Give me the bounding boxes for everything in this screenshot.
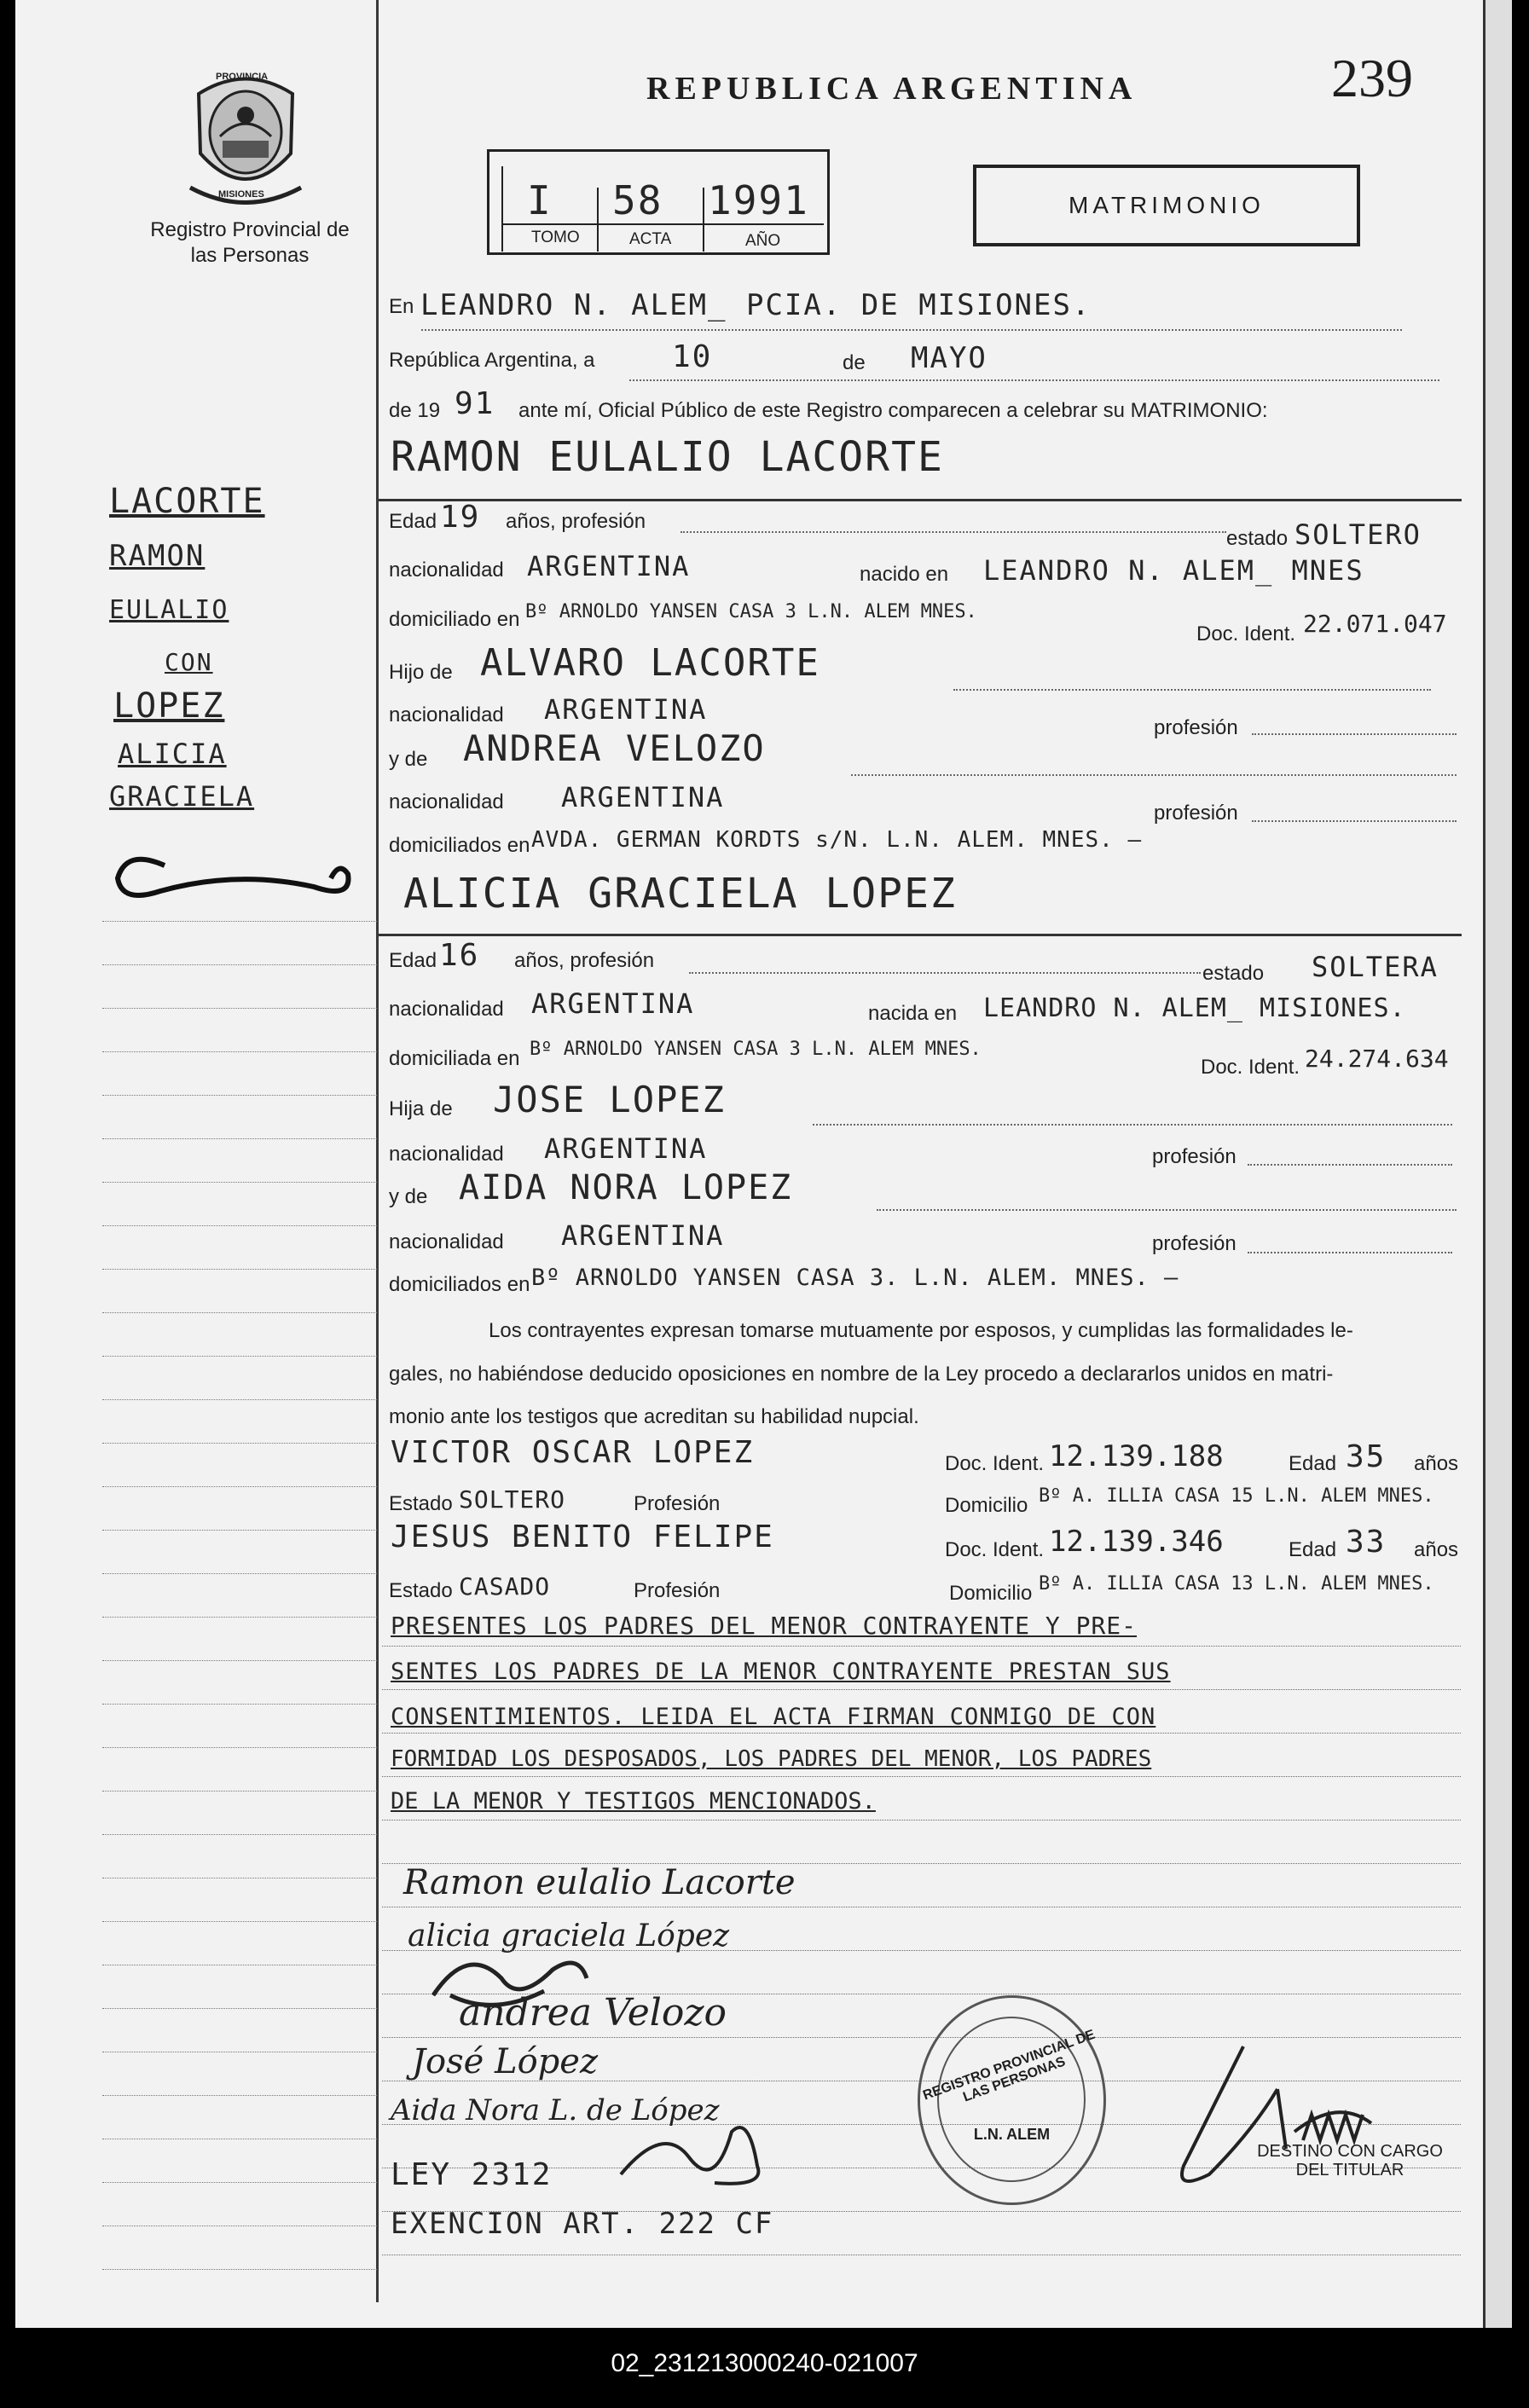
note-line: FORMIDAD LOS DESPOSADOS, LOS PADRES DEL MENOR, LOS PADRES xyxy=(391,1746,1152,1772)
bride-address: Bº ARNOLDO YANSEN CASA 3 L.N. ALEM MNES. xyxy=(530,1039,982,1060)
margin-rule xyxy=(102,1747,377,1748)
margin-rule xyxy=(102,2095,377,2096)
margin-rule xyxy=(102,1182,377,1183)
groom-y-de-label: y de xyxy=(389,748,428,771)
bride-mother-prof-label: profesión xyxy=(1152,1232,1237,1255)
acta-label: ACTA xyxy=(629,230,672,248)
page-number: 239 xyxy=(1331,48,1413,108)
margin-rule xyxy=(102,1530,377,1531)
margin-rule xyxy=(102,1921,377,1922)
groom-doc: 22.071.047 xyxy=(1303,610,1447,638)
margin-rule xyxy=(102,1008,377,1009)
groom-age: 19 xyxy=(440,500,481,535)
hijo-label: Hijo de xyxy=(389,661,453,684)
bride-estado-label: estado xyxy=(1202,962,1265,985)
bride-mother: AIDA NORA LOPEZ xyxy=(459,1168,793,1207)
record-box-sep xyxy=(501,223,824,225)
witness2-domicilio: Bº A. ILLIA CASA 13 L.N. ALEM MNES. xyxy=(1039,1573,1434,1595)
declaration-line: Los contrayentes expresan tomarse mutuamente por esposos, y cumplidas las formalidades le- xyxy=(489,1319,1353,1342)
de19-label: de 19 xyxy=(389,399,441,422)
signature-scribble-icon xyxy=(612,2106,783,2200)
register-page xyxy=(15,0,1512,2328)
groom-father-nac-label: nacionalidad xyxy=(389,703,504,726)
bride-birthplace: LEANDRO N. ALEM_ MISIONES. xyxy=(983,993,1406,1023)
dotted-line xyxy=(851,774,1457,776)
groom-nacionalidad: ARGENTINA xyxy=(527,550,691,582)
country-title: REPUBLICA ARGENTINA xyxy=(646,71,1138,107)
dotted-line xyxy=(1252,820,1457,822)
witness1-doc-label: Doc. Ident. xyxy=(945,1452,1045,1475)
witness2-estado-label: Estado xyxy=(389,1579,453,1602)
bride-nacionalidad-label: nacionalidad xyxy=(389,998,504,1021)
bride-edad-label: Edad xyxy=(389,949,437,972)
note-line: CONSENTIMIENTOS. LEIDA EL ACTA FIRMAN CONMIGO DE CON xyxy=(391,1704,1156,1730)
witness1-edad-label: Edad xyxy=(1289,1452,1337,1475)
witness2-estado: CASADO xyxy=(459,1572,551,1601)
bride-nacida-label: nacida en xyxy=(868,1002,958,1025)
signature: alicia graciela López xyxy=(408,1919,730,1954)
margin-rule xyxy=(102,1617,377,1618)
section-rule xyxy=(379,934,1462,936)
section-rule xyxy=(379,499,1462,501)
witness2-doc-label: Doc. Ident. xyxy=(945,1538,1045,1561)
witness1-age: 35 xyxy=(1346,1439,1387,1474)
footnote: LEY 2312 xyxy=(391,2157,553,2192)
margin-name: LOPEZ xyxy=(113,686,225,726)
dotted-line xyxy=(813,1124,1452,1126)
dotted-line xyxy=(1252,733,1457,735)
margin-rule xyxy=(102,1095,377,1096)
groom-name: RAMON EULALIO LACORTE xyxy=(391,433,944,481)
signature: José López xyxy=(412,2042,599,2081)
body-rule xyxy=(382,1646,1461,1647)
bride-profesion-label: años, profesión xyxy=(514,949,655,972)
official-text: DESTINO CON CARGO DEL TITULAR xyxy=(1257,2142,1443,2179)
margin-rule xyxy=(102,1399,377,1400)
note-line: SENTES LOS PADRES DE LA MENOR CONTRAYENTE PRESTAN SUS xyxy=(391,1658,1171,1685)
margin-rule xyxy=(102,2008,377,2009)
groom-father-prof-label: profesión xyxy=(1154,716,1238,739)
footer-code: 02_231213000240-021007 xyxy=(611,2349,918,2377)
month-value: MAYO xyxy=(911,341,987,375)
bride-y-de-label: y de xyxy=(389,1185,428,1208)
margin-rule xyxy=(102,1486,377,1487)
groom-parents-address: AVDA. GERMAN KORDTS s/N. L.N. ALEM. MNES. — xyxy=(531,827,1143,853)
seal-text-top: PROVINCIA xyxy=(216,72,269,82)
body-rule xyxy=(382,1776,1461,1777)
dotted-line xyxy=(1248,1164,1452,1166)
groom-mother: ANDREA VELOZO xyxy=(463,727,766,769)
statement-text: ante mí, Oficial Público de este Registro comparecen a celebrar su MATRIMONIO: xyxy=(518,399,1268,422)
note-line: DE LA MENOR Y TESTIGOS MENCIONADOS. xyxy=(391,1788,876,1815)
margin-rule xyxy=(102,1573,377,1574)
bride-domiciliada-label: domiciliada en xyxy=(389,1047,520,1070)
bride-mother-nac-label: nacionalidad xyxy=(389,1230,504,1253)
tomo-label: TOMO xyxy=(531,229,580,246)
stamp-text: REGISTRO PROVINCIAL DE LAS PERSONAS xyxy=(921,2027,1098,2105)
witness1-estado-label: Estado xyxy=(389,1492,453,1515)
de-label: de xyxy=(843,351,866,374)
registry-name: Registro Provincial de las Personas xyxy=(150,218,350,267)
margin-name: CON xyxy=(165,648,213,676)
bride-father: JOSE LOPEZ xyxy=(493,1079,726,1120)
bride-father-nac: ARGENTINA xyxy=(544,1132,708,1165)
margin-rule xyxy=(102,1138,377,1139)
dotted-line xyxy=(689,972,1201,974)
republica-label: República Argentina, a xyxy=(389,349,595,372)
margin-rule xyxy=(102,1312,377,1313)
witness1-domicilio-label: Domicilio xyxy=(945,1494,1028,1517)
margin-name: RAMON xyxy=(109,539,206,573)
dotted-line xyxy=(1248,1252,1452,1253)
bride-parents-dom-label: domiciliados en xyxy=(389,1273,530,1296)
acta-value: 58 xyxy=(612,177,663,223)
body-rule xyxy=(382,1733,1461,1734)
bride-mother-nac: ARGENTINA xyxy=(561,1219,725,1252)
declaration-line: monio ante los testigos que acreditan su habilidad nupcial. xyxy=(389,1405,919,1428)
groom-parents-dom-label: domiciliados en xyxy=(389,834,530,857)
margin-rule xyxy=(102,1225,377,1226)
note-line: PRESENTES LOS PADRES DEL MENOR CONTRAYENTE Y PRE- xyxy=(391,1612,1138,1640)
en-label: En xyxy=(389,295,414,318)
page-edge xyxy=(1486,0,1512,2328)
margin-rule xyxy=(102,1269,377,1270)
bride-parents-address: Bº ARNOLDO YANSEN CASA 3. L.N. ALEM. MNES. — xyxy=(531,1265,1179,1291)
witness2-domicilio-label: Domicilio xyxy=(949,1582,1033,1605)
margin-name: GRACIELA xyxy=(109,780,255,813)
record-box-col xyxy=(597,188,599,252)
witness1-doc: 12.139.188 xyxy=(1049,1439,1224,1473)
record-box-col xyxy=(703,188,704,252)
bride-father-nac-label: nacionalidad xyxy=(389,1143,504,1166)
groom-mother-nac-label: nacionalidad xyxy=(389,790,504,813)
witness2-age: 33 xyxy=(1346,1525,1387,1560)
witness1-anios-label: años xyxy=(1414,1452,1459,1475)
groom-birthplace: LEANDRO N. ALEM_ MNES xyxy=(983,554,1364,587)
body-rule xyxy=(382,1689,1461,1690)
margin-rule xyxy=(102,1791,377,1792)
groom-father: ALVARO LACORTE xyxy=(480,641,820,685)
groom-edad-label: Edad xyxy=(389,510,437,533)
bride-estado: SOLTERA xyxy=(1312,951,1439,983)
witness1-estado: SOLTERO xyxy=(459,1485,566,1514)
groom-estado: SOLTERO xyxy=(1294,518,1422,551)
margin-rule xyxy=(102,1443,377,1444)
dotted-line xyxy=(877,1209,1457,1211)
witness1-name: VICTOR OSCAR LOPEZ xyxy=(391,1435,755,1470)
dotted-line xyxy=(421,329,1402,331)
bride-father-prof-label: profesión xyxy=(1152,1145,1237,1168)
groom-doc-label: Doc. Ident. xyxy=(1196,622,1296,645)
year-value: 91 xyxy=(455,386,495,421)
margin-rule xyxy=(102,964,377,965)
place-value: LEANDRO N. ALEM_ PCIA. DE MISIONES. xyxy=(420,288,1092,322)
coat-of-arms-icon xyxy=(182,68,310,205)
bride-name: ALICIA GRACIELA LOPEZ xyxy=(403,870,957,917)
dotted-line xyxy=(953,689,1431,691)
dotted-line xyxy=(681,531,1226,533)
margin-rule xyxy=(102,2269,377,2270)
witness2-edad-label: Edad xyxy=(1289,1538,1337,1561)
groom-nacido-label: nacido en xyxy=(860,563,949,586)
groom-father-nac: ARGENTINA xyxy=(544,693,708,726)
margin-rule xyxy=(102,1704,377,1705)
groom-mother-nac: ARGENTINA xyxy=(561,781,725,813)
witness2-name: JESUS BENITO FELIPE xyxy=(391,1519,774,1554)
margin-rule xyxy=(102,1356,377,1357)
declaration-line: gales, no habiéndose deducido oposiciones en nombre de la Ley procedo a declararlos unidos en matri- xyxy=(389,1363,1334,1386)
doc-type: MATRIMONIO xyxy=(1069,192,1265,218)
witness1-profesion-label: Profesión xyxy=(634,1492,721,1515)
doc-type-box xyxy=(973,165,1360,246)
bride-nacionalidad: ARGENTINA xyxy=(531,987,695,1020)
margin-rule xyxy=(102,1660,377,1661)
signature: andrea Velozo xyxy=(459,1991,727,2035)
official-stamp xyxy=(918,1995,1106,2205)
flourish-icon xyxy=(109,840,374,917)
hija-label: Hija de xyxy=(389,1097,453,1120)
margin-name: LACORTE xyxy=(109,482,265,521)
groom-estado-label: estado xyxy=(1226,527,1289,550)
anio-label: AÑO xyxy=(745,232,781,250)
bride-doc-label: Doc. Ident. xyxy=(1201,1056,1300,1079)
day-value: 10 xyxy=(672,339,713,374)
witness2-doc: 12.139.346 xyxy=(1049,1525,1224,1559)
margin-name: EULALIO xyxy=(109,595,229,625)
signature: Aida Nora L. de López xyxy=(391,2093,720,2127)
dotted-line xyxy=(629,379,1439,381)
official-signature-icon xyxy=(1150,2029,1457,2217)
stamp-bottom-text: L.N. ALEM xyxy=(973,2126,1051,2143)
footnote: EXENCION ART. 222 CF xyxy=(391,2207,774,2241)
witness2-profesion-label: Profesión xyxy=(634,1579,721,1602)
margin-name: ALICIA xyxy=(118,738,227,770)
margin-divider xyxy=(376,0,379,2302)
witness2-anios-label: años xyxy=(1414,1538,1459,1561)
bride-age: 16 xyxy=(439,938,480,973)
margin-rule xyxy=(102,921,377,922)
signature: Ramon eulalio Lacorte xyxy=(403,1863,796,1902)
groom-mother-prof-label: profesión xyxy=(1154,802,1238,825)
margin-rule xyxy=(102,1834,377,1835)
groom-profesion-label: años, profesión xyxy=(506,510,646,533)
left-margin xyxy=(15,0,376,2302)
witness1-domicilio: Bº A. ILLIA CASA 15 L.N. ALEM MNES. xyxy=(1039,1485,1434,1507)
groom-address: Bº ARNOLDO YANSEN CASA 3 L.N. ALEM MNES. xyxy=(525,601,977,622)
anio-value: 1991 xyxy=(708,177,809,223)
margin-rule xyxy=(102,2182,377,2183)
tomo-value: I xyxy=(527,177,553,223)
seal-text-bottom: MISIONES xyxy=(218,189,264,200)
groom-nacionalidad-label: nacionalidad xyxy=(389,559,504,582)
bride-doc: 24.274.634 xyxy=(1305,1045,1449,1073)
groom-domiciliado-label: domiciliado en xyxy=(389,608,520,631)
margin-rule xyxy=(102,1051,377,1052)
